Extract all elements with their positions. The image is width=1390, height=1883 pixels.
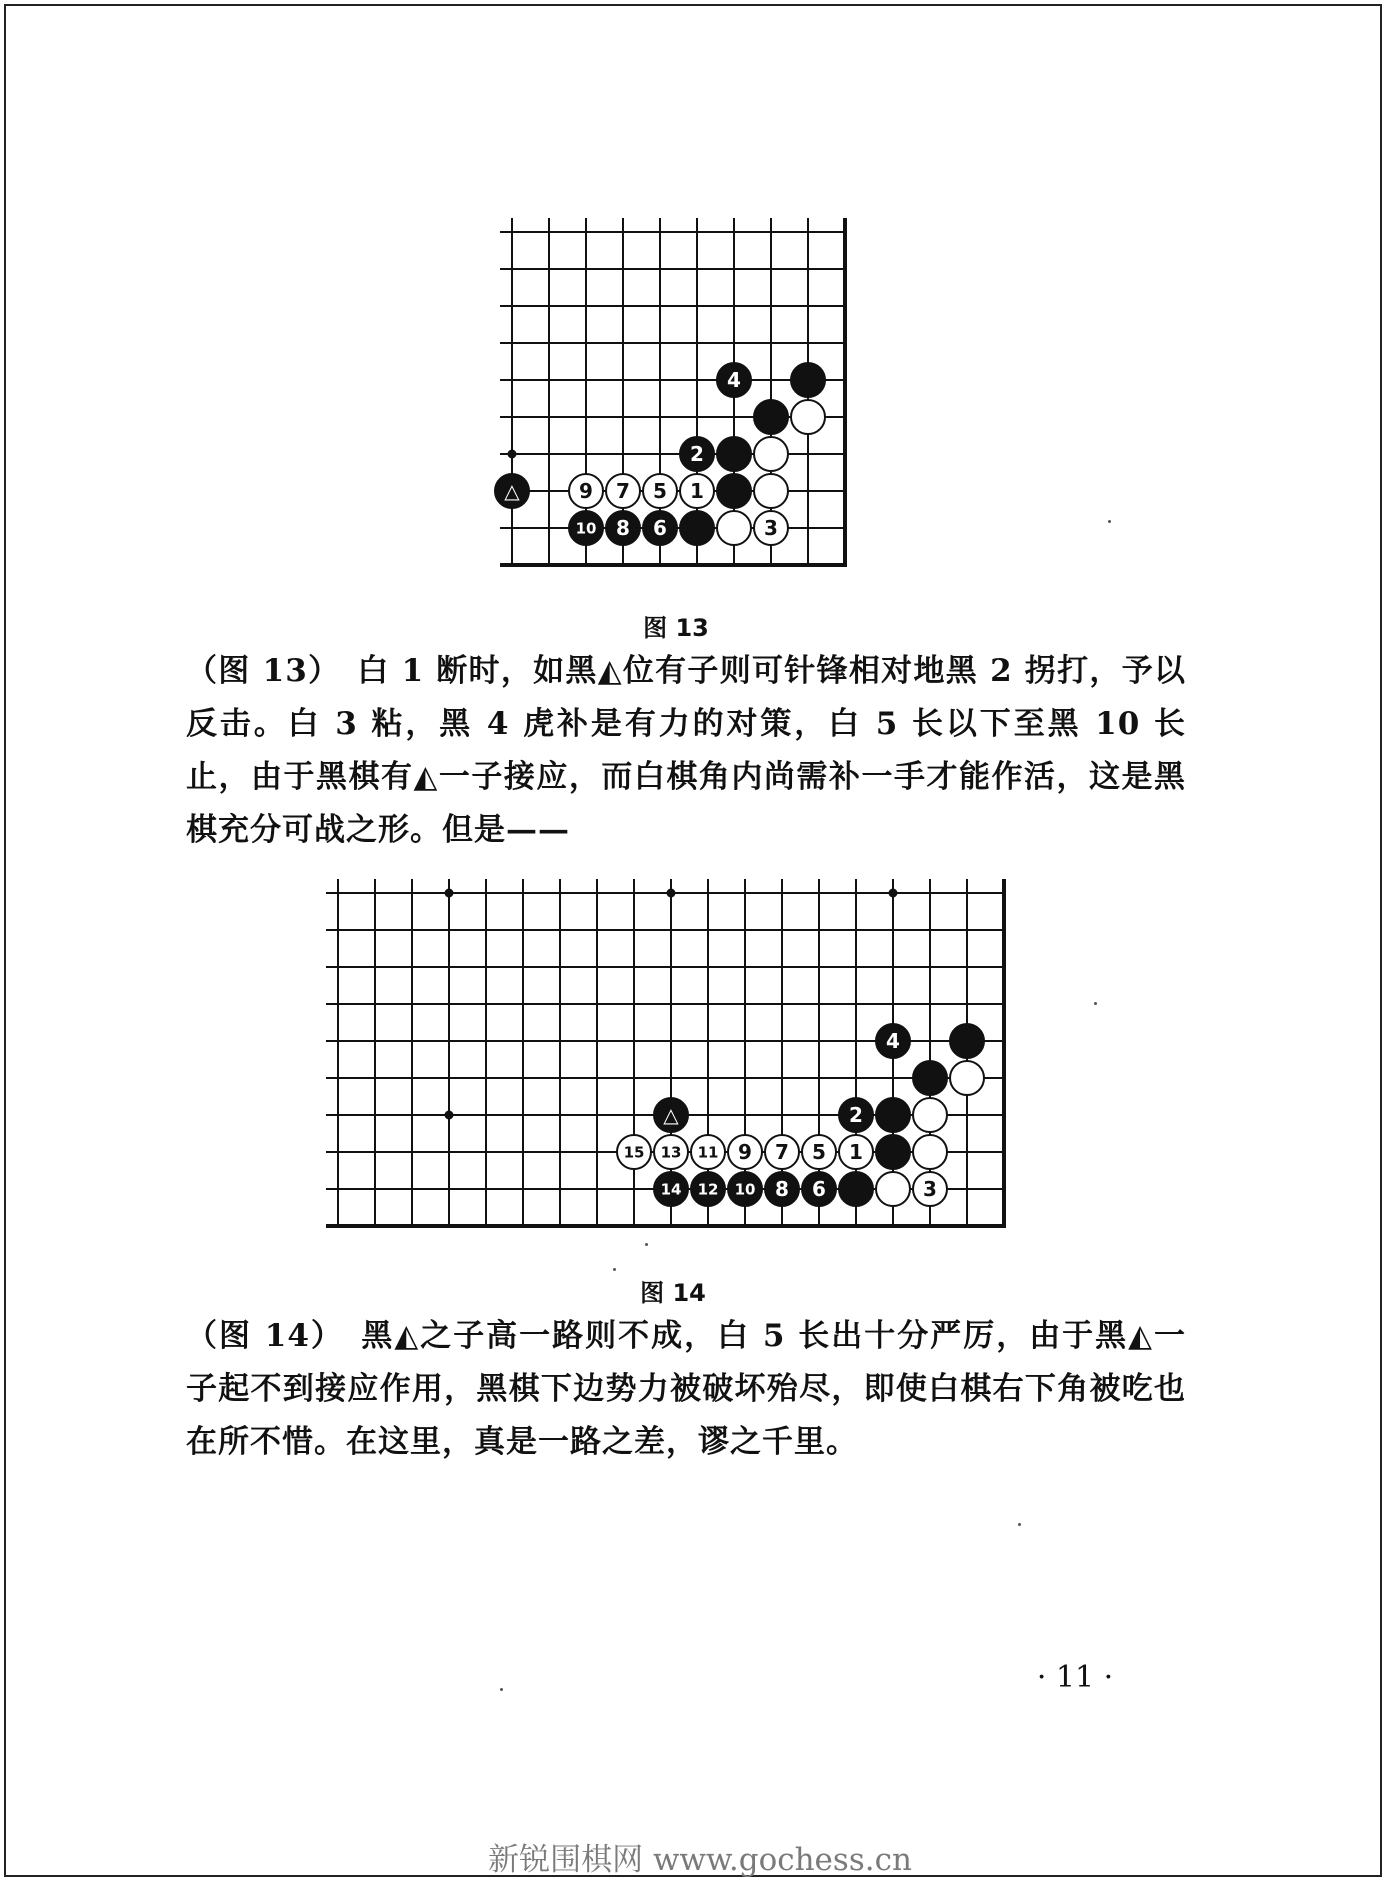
white-stone [950,1061,984,1095]
black-stone [691,1172,725,1206]
stone-move-number: △ [663,1103,679,1128]
stone-move-number: △ [504,479,520,504]
stone-move-number: 5 [812,1140,826,1165]
black-stone [802,1172,836,1206]
stone-move-number: 2 [690,442,704,467]
white-stone [765,1135,799,1169]
stone-move-number: 5 [653,479,667,504]
scan-speck [613,1268,616,1271]
black-stone [839,1172,873,1206]
stone-move-number: 7 [616,479,630,504]
stone-move-number: 4 [886,1029,900,1054]
white-stone [643,474,677,508]
black-stone [839,1098,873,1132]
fig14-star-point [889,889,898,898]
white-stone [717,511,751,545]
black-stone [717,474,751,508]
white-stone [754,511,788,545]
scan-speck [1018,1523,1021,1526]
white-stone [728,1135,762,1169]
stone-move-number: 9 [579,479,593,504]
stone-move-number: 8 [616,516,630,541]
scan-speck [500,1688,503,1691]
black-stone [717,437,751,471]
white-stone [754,437,788,471]
fig14-star-point [667,889,676,898]
black-stone [654,1098,688,1132]
white-stone [654,1135,688,1169]
stone-move-number: 10 [734,1180,756,1199]
black-stone [643,511,677,545]
black-stone [765,1172,799,1206]
go-board-figure-13 [475,214,875,578]
black-stone [654,1172,688,1206]
fig14-star-point [445,1111,454,1120]
white-stone [606,474,640,508]
white-stone [754,474,788,508]
white-stone [569,474,603,508]
black-stone [791,363,825,397]
stone-move-number: 2 [849,1103,863,1128]
white-stone [617,1135,651,1169]
stone-move-number: 15 [623,1143,645,1162]
fig14-star-point [445,889,454,898]
scan-speck [645,1243,648,1246]
black-stone [569,511,603,545]
stone-move-number: 1 [690,479,704,504]
white-stone [876,1172,910,1206]
black-stone [680,437,714,471]
black-stone [876,1098,910,1132]
stone-move-number: 3 [923,1177,937,1202]
page-number: · 11 · [1036,1660,1114,1695]
scan-speck [1108,520,1111,523]
white-stone [839,1135,873,1169]
white-stone [913,1098,947,1132]
stone-move-number: 3 [764,516,778,541]
go-board-figure-14 [330,876,1030,1238]
black-stone [913,1061,947,1095]
black-stone [728,1172,762,1206]
stone-move-number: 9 [738,1140,752,1165]
figure-13-commentary: （图 13） 白 1 断时，如黑◭位有子则可针锋相对地黑 2 拐打，予以反击。白 3 粘，黑 4 虎补是有力的对策，白 5 长以下至黑 10 长止，由于黑棋有◭一子接应，而白棋角内尚需补一手才能作活，这是黑棋充分可战之形。但是—— [186,653,1186,848]
stone-move-number: 7 [775,1140,789,1165]
stone-move-number: 10 [575,519,597,538]
black-stone [876,1135,910,1169]
stone-move-number: 12 [697,1180,719,1199]
fig13-star-point [508,450,517,459]
figure-14-caption: 图 14 [640,1279,706,1307]
black-stone [495,474,529,508]
scan-speck [1094,1002,1097,1005]
black-stone [876,1024,910,1058]
figure-14-commentary: （图 14） 黑◭之子高一路则不成，白 5 长出十分严厉，由于黑◭一子起不到接应作用，黑棋下边势力被破坏殆尽，即使白棋右下角被吃也在所不惜。在这里，真是一路之差，谬之千里。 [186,1318,1186,1460]
white-stone [680,474,714,508]
watermark: 新锐围棋网 www.gochess.cn [488,1842,912,1878]
white-stone [691,1135,725,1169]
stone-move-number: 1 [849,1140,863,1165]
stone-move-number: 4 [727,368,741,393]
stone-move-number: 6 [812,1177,826,1202]
black-stone [680,511,714,545]
black-stone [717,363,751,397]
white-stone [791,400,825,434]
stone-move-number: 11 [697,1143,719,1162]
white-stone [802,1135,836,1169]
black-stone [606,511,640,545]
figure-13-caption: 图 13 [643,614,709,642]
black-stone [754,400,788,434]
black-stone [950,1024,984,1058]
white-stone [913,1135,947,1169]
stone-move-number: 6 [653,516,667,541]
stone-move-number: 13 [660,1143,682,1162]
stone-move-number: 8 [775,1177,789,1202]
stone-move-number: 14 [660,1180,682,1199]
white-stone [913,1172,947,1206]
